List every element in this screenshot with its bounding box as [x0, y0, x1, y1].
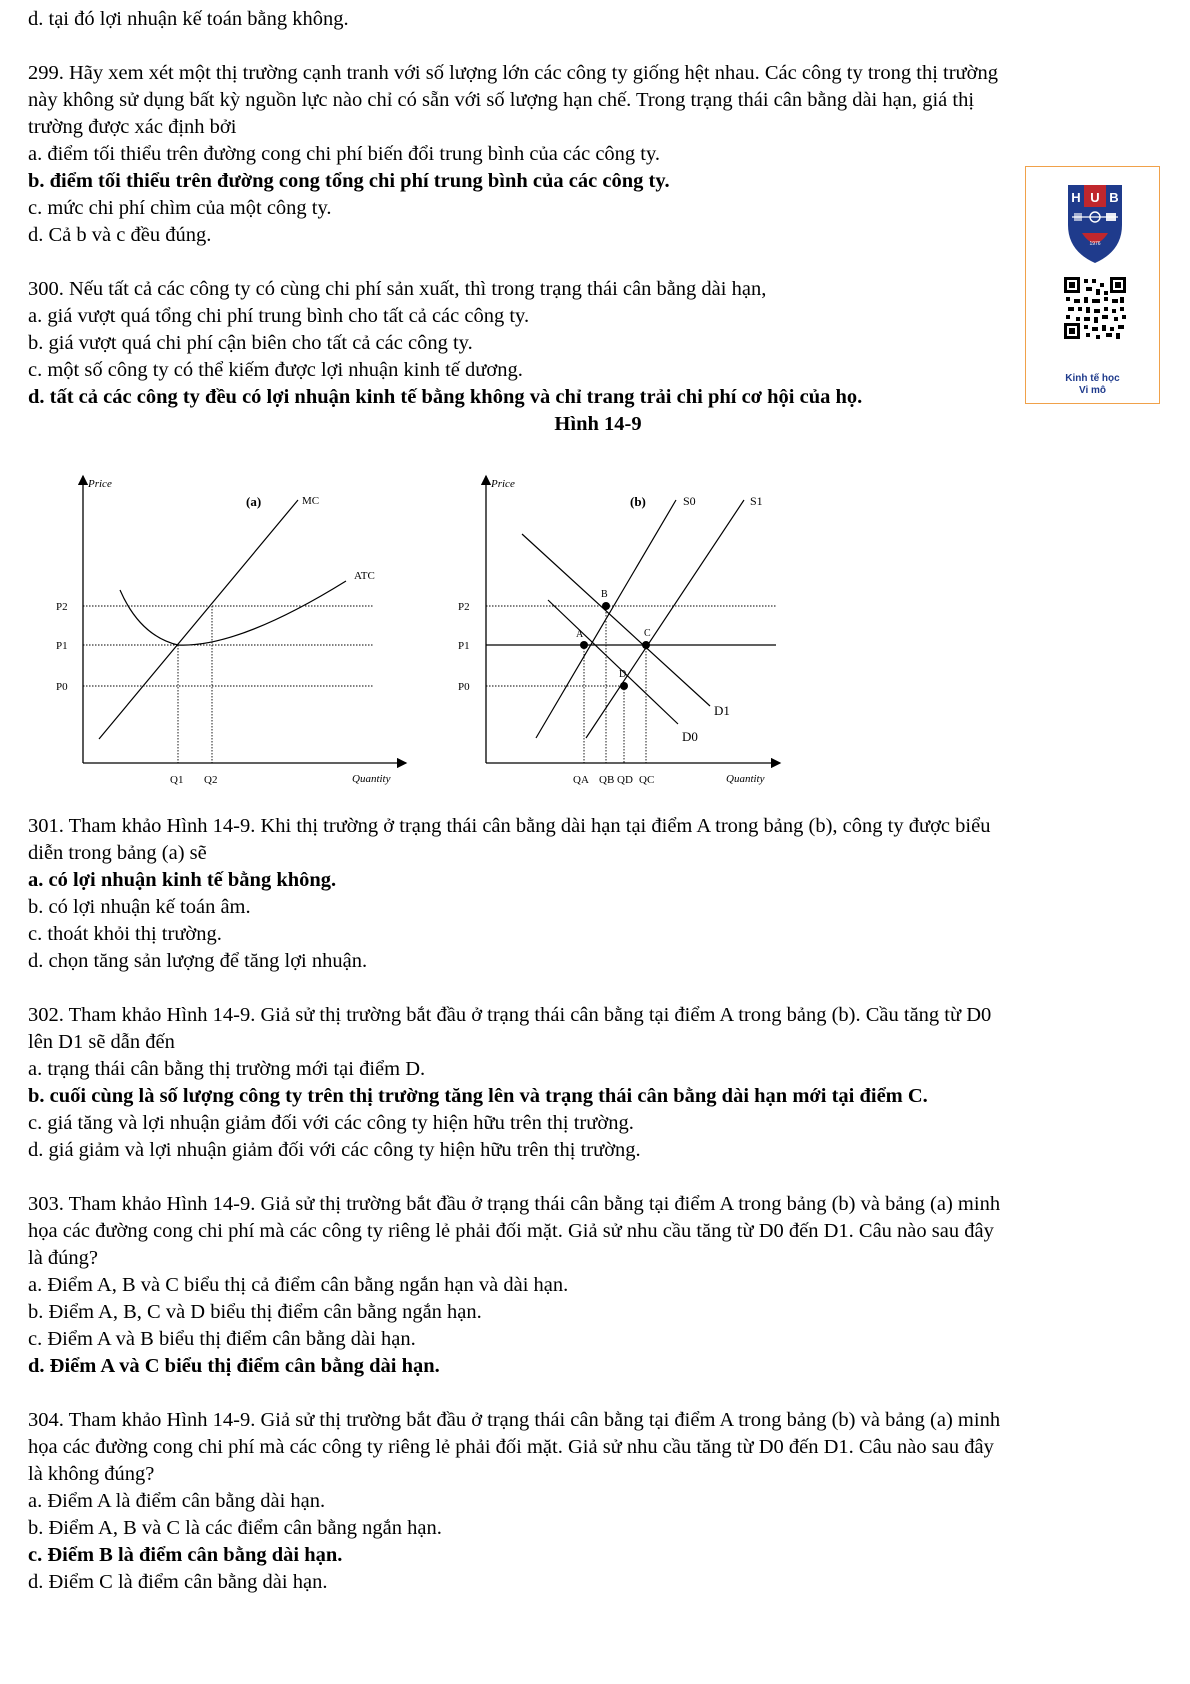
panel-a-tick-q1: Q1 — [170, 774, 184, 786]
panel-a-tick-p0: P0 — [56, 681, 68, 693]
logo-letter-h: H — [1071, 190, 1081, 205]
text-line: c. Điểm A và B biểu thị điểm cân bằng dài hạn. — [28, 1328, 416, 1350]
text-line: d. Điểm C là điểm cân bằng dài hạn. — [28, 1571, 328, 1593]
paragraph-gap — [28, 33, 1168, 60]
d1-label: D1 — [714, 703, 730, 718]
answer-line-correct: d. tất cả các công ty đều có lợi nhuận kinh tế bằng không và chỉ trang trải chi phí cơ hội của họ. — [28, 386, 863, 408]
text-line: lên D1 sẽ dẫn đến — [28, 1031, 175, 1053]
panel-b-tick-qd: QD — [617, 774, 633, 786]
text-line: 303. Tham khảo Hình 14-9. Giả sử thị trường bắt đầu ở trạng thái cân bằng tại điểm A trong bảng (b) và bảng (a) minh — [28, 1193, 1001, 1215]
panel-b-label: (b) — [630, 494, 646, 509]
panel-a-tick-q2: Q2 — [204, 774, 218, 786]
logo-caption-2: Vi mô — [1078, 385, 1107, 396]
question-block-top — [28, 6, 1168, 411]
text-line: 299. Hãy xem xét một thị trường cạnh tranh với số lượng lớn các công ty giống hệt nhau. Các công ty trong thị trường — [28, 62, 998, 84]
point-d — [620, 682, 628, 690]
point-a — [580, 641, 588, 649]
hub-logo-badge — [1025, 166, 1160, 404]
point-c — [642, 641, 650, 649]
panel-b-tick-p1: P1 — [458, 640, 470, 652]
point-b — [602, 602, 610, 610]
point-b-label: B — [601, 589, 608, 600]
answer-line-correct: c. Điểm B là điểm cân bằng dài hạn. — [28, 1544, 343, 1566]
text-line: diễn trong bảng (a) sẽ — [28, 842, 207, 864]
text-line: a. giá vượt quá tổng chi phí trung bình cho tất cả các công ty. — [28, 305, 530, 327]
qr-code-icon — [1064, 277, 1126, 339]
text-line: d. giá giảm và lợi nhuận giảm đối với các công ty hiện hữu trên thị trường. — [28, 1139, 641, 1161]
text-line: b. giá vượt quá chi phí cận biên cho tất cả các công ty. — [28, 332, 473, 354]
text-line: a. trạng thái cân bằng thị trường mới tại điểm D. — [28, 1058, 426, 1080]
text-line: 302. Tham khảo Hình 14-9. Giả sử thị trường bắt đầu ở trạng thái cân bằng tại điểm A trong bảng (b). Cầu tăng từ D0 — [28, 1004, 992, 1026]
point-c-label: C — [644, 628, 651, 639]
text-line: 304. Tham khảo Hình 14-9. Giả sử thị trường bắt đầu ở trạng thái cân bằng tại điểm A trong bảng (b) và bảng (a) minh — [28, 1409, 1001, 1431]
answer-line-correct: b. cuối cùng là số lượng công ty trên thị trường tăng lên và trạng thái cân bằng dài hạn mới tại điểm C. — [28, 1085, 928, 1107]
point-d-label: D — [619, 669, 627, 680]
text-line: b. Điểm A, B, C và D biểu thị điểm cân bằng ngắn hạn. — [28, 1301, 482, 1323]
figure-14-9 — [28, 438, 1168, 813]
text-line: là đúng? — [28, 1247, 99, 1269]
text-line: c. mức chi phí chìm của một công ty. — [28, 197, 332, 219]
text-line: 300. Nếu tất cả các công ty có cùng chi phí sản xuất, thì trong trạng thái cân bằng dài hạn, — [28, 278, 767, 300]
text-line: b. có lợi nhuận kế toán âm. — [28, 896, 251, 918]
text-line: d. tại đó lợi nhuận kế toán bằng không. — [28, 8, 349, 30]
answer-line-correct: b. điểm tối thiểu trên đường cong tổng chi phí trung bình của các công ty. — [28, 170, 670, 192]
panel-a — [56, 476, 406, 786]
s0-label: S0 — [683, 494, 696, 508]
atc-label: ATC — [354, 570, 375, 582]
logo-caption-1: Kinh tế học — [1065, 373, 1120, 384]
panel-a-x-label: Quantity — [352, 773, 391, 785]
panel-a-label: (a) — [246, 494, 262, 509]
panel-b-tick-qa: QA — [573, 774, 589, 786]
panel-a-y-label: Price — [88, 478, 112, 490]
d0-curve — [548, 600, 678, 724]
hub-logo-icon — [1026, 167, 1159, 367]
paragraph-gap — [28, 249, 1168, 276]
text-line: d. chọn tăng sản lượng để tăng lợi nhuận. — [28, 950, 368, 972]
paragraph-gap — [28, 975, 1168, 1002]
answer-line-correct: a. có lợi nhuận kinh tế bằng không. — [28, 869, 337, 891]
mc-label: MC — [302, 495, 320, 507]
question-block-bottom — [28, 813, 1168, 1596]
atc-curve — [120, 581, 346, 645]
text-line: là không đúng? — [28, 1463, 155, 1485]
economics-figure — [28, 438, 808, 813]
panel-b-tick-qb: QB — [599, 774, 615, 786]
text-line: a. điểm tối thiểu trên đường cong chi phí biến đổi trung bình của các công ty. — [28, 143, 661, 165]
text-line: này không sử dụng bất kỳ nguồn lực nào chỉ có sẵn với số lượng hạn chế. Trong trạng thái cân bằng dài hạn, giá thị — [28, 89, 975, 111]
text-line: c. một số công ty có thể kiếm được lợi nhuận kinh tế dương. — [28, 359, 523, 381]
point-a-label: A — [576, 629, 584, 640]
text-line: d. Cả b và c đều đúng. — [28, 224, 212, 246]
logo-year: 1976 — [1089, 241, 1101, 247]
mc-curve — [99, 500, 298, 739]
panel-b-y-label: Price — [491, 478, 515, 490]
logo-letter-u: U — [1090, 190, 1100, 205]
panel-b-tick-p0: P0 — [458, 681, 470, 693]
panel-b-tick-qc: QC — [639, 774, 655, 786]
text-line: c. giá tăng và lợi nhuận giảm đối với các công ty hiện hữu trên thị trường. — [28, 1112, 634, 1134]
text-line: họa các đường cong chi phí mà các công ty riêng lẻ phải đối mặt. Giả sử nhu cầu tăng từ D0 đến D1. Câu nào sau đây — [28, 1436, 994, 1458]
logo-letter-b: B — [1109, 190, 1119, 205]
document-page — [28, 6, 1168, 1596]
text-line: trường được xác định bởi — [28, 116, 237, 138]
d0-label: D0 — [682, 729, 698, 744]
text-line: họa các đường cong chi phí mà các công ty riêng lẻ phải đối mặt. Giả sử nhu cầu tăng từ D0 đến D1. Câu nào sau đây — [28, 1220, 994, 1242]
paragraph-gap — [28, 1380, 1168, 1407]
text-line: a. Điểm A là điểm cân bằng dài hạn. — [28, 1490, 326, 1512]
text-line: 301. Tham khảo Hình 14-9. Khi thị trường ở trạng thái cân bằng dài hạn tại điểm A trong bảng (b), công ty được biểu — [28, 815, 991, 837]
panel-b-x-label: Quantity — [726, 773, 765, 785]
text-line: c. thoát khỏi thị trường. — [28, 923, 222, 945]
d1-curve — [522, 534, 710, 706]
paragraph-gap — [28, 1164, 1168, 1191]
s1-label: S1 — [750, 494, 763, 508]
text-line: a. Điểm A, B và C biểu thị cả điểm cân bằng ngắn hạn và dài hạn. — [28, 1274, 569, 1296]
panel-b-tick-p2: P2 — [458, 601, 470, 613]
answer-line-correct: d. Điểm A và C biểu thị điểm cân bằng dài hạn. — [28, 1355, 440, 1377]
panel-a-tick-p1: P1 — [56, 640, 68, 652]
text-line: b. Điểm A, B và C là các điểm cân bằng ngắn hạn. — [28, 1517, 442, 1539]
figure-title: Hình 14-9 — [554, 413, 642, 435]
panel-b — [458, 476, 780, 786]
panel-a-tick-p2: P2 — [56, 601, 68, 613]
